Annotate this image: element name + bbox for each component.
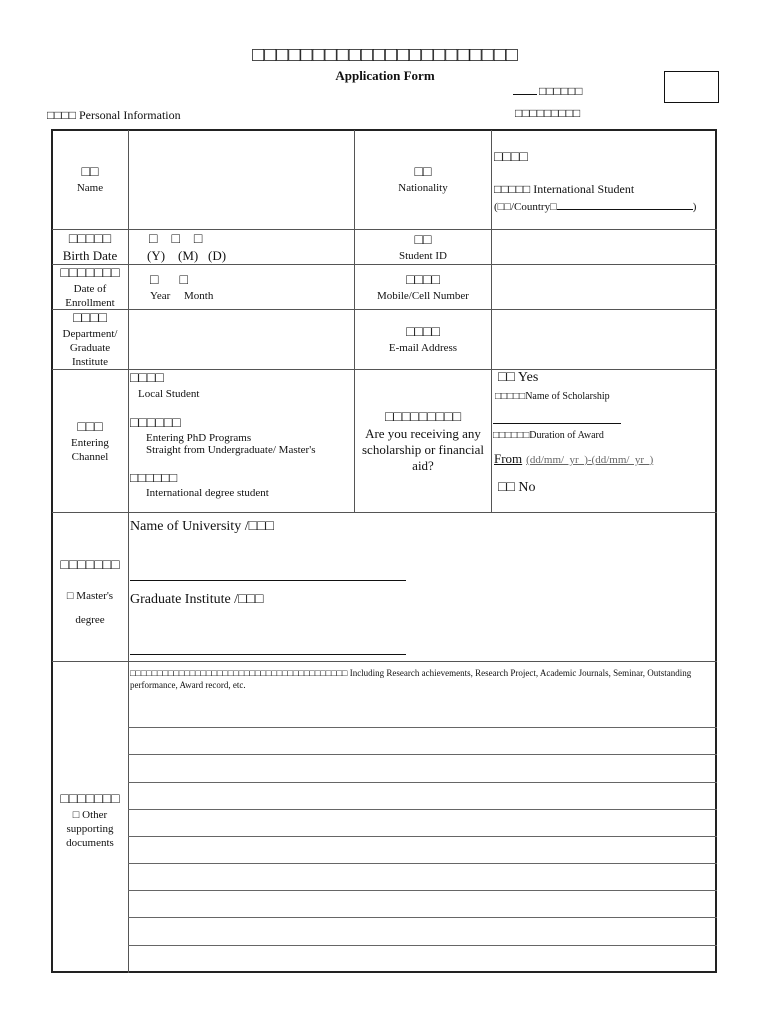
scholarship-name-label: □□□□□Name of Scholarship: [495, 391, 610, 402]
scholarship-name-line[interactable]: [493, 423, 621, 424]
email-label: □□□□ E-mail Address: [388, 325, 458, 354]
institute-label: Graduate Institute /□□□: [130, 592, 264, 607]
channel-option-local[interactable]: □□□□ Local Student: [130, 371, 200, 400]
scholarship-duration-field[interactable]: From (dd/mm/ yr )-(dd/mm/ yr ): [494, 451, 654, 466]
student-id-label: □□ Student ID: [399, 233, 447, 262]
birth-date-label: □□□□□ Birth Date: [62, 232, 118, 263]
scholarship-duration-label: □□□□□□Duration of Award: [493, 430, 604, 441]
writing-line[interactable]: [128, 782, 717, 783]
section-label: □□□□ Personal Information: [47, 108, 181, 122]
mobile-label: □□□□ Mobile/Cell Number: [377, 273, 469, 302]
scholarship-yes-option[interactable]: □□ Yes: [498, 370, 539, 385]
institute-line[interactable]: [130, 654, 406, 655]
form-title-zh: □□□□□□□□□□□□□□□□□□□□□□: [252, 44, 518, 66]
scholarship-question: □□□□□□□□□ Are you receiving any scholarship or financial aid?: [361, 410, 484, 473]
writing-line[interactable]: [128, 945, 717, 946]
nationality-label: □□ Nationality: [398, 165, 448, 194]
university-line[interactable]: [130, 580, 406, 581]
name-label: □□ Name: [76, 165, 104, 194]
scholarship-no-option[interactable]: □□ No: [498, 480, 536, 495]
country-field[interactable]: (□□/Country□ ): [494, 201, 697, 213]
writing-line[interactable]: [128, 890, 717, 891]
masters-degree-label: □□□□□□□ □ Master's degree: [60, 558, 120, 626]
stamp-box: [664, 71, 719, 103]
other-documents-label: □□□□□□□ □ Other supporting documents: [60, 792, 120, 849]
reference-label: □□□□□□: [539, 84, 583, 98]
form-title-en: Application Form: [335, 68, 435, 83]
writing-line[interactable]: [128, 863, 717, 864]
writing-line[interactable]: [128, 754, 717, 755]
writing-line[interactable]: [128, 809, 717, 810]
birth-date-field[interactable]: □ □ □ (Y) (M) (D): [147, 232, 227, 263]
email-field[interactable]: [492, 310, 716, 369]
nationality-intl-option[interactable]: □□□□□ International Student: [494, 182, 635, 196]
writing-line[interactable]: [128, 917, 717, 918]
writing-line[interactable]: [128, 727, 717, 728]
nationality-local-option[interactable]: □□□□: [494, 150, 528, 165]
department-field[interactable]: [129, 310, 354, 369]
other-documents-instructions: □□□□□□□□□□□□□□□□□□□□□□□□□□□□□□□□□□□□□□□□ Including Research achievements, Research Project, Academic Journals, Seminar, Outstanding performance, Award record, etc.: [130, 668, 692, 690]
channel-option-international[interactable]: □□□□□□ International degree student: [130, 470, 269, 499]
reference-number: [513, 84, 583, 99]
university-label: Name of University /□□□: [130, 519, 274, 534]
enrollment-label: □□□□□□□ Date of Enrollment: [60, 266, 120, 309]
enrollment-field[interactable]: □ □ Year Month: [150, 273, 214, 302]
student-id-field[interactable]: [492, 230, 716, 264]
header-note: □□□□□□□□□: [515, 106, 581, 120]
writing-line[interactable]: [128, 836, 717, 837]
channel-option-phd[interactable]: □□□□□□ Entering PhD Programs Straight from Undergraduate/ Master's: [130, 416, 316, 456]
entering-channel-label: □□□ Entering Channel: [71, 420, 109, 463]
mobile-field[interactable]: [492, 265, 716, 309]
name-field[interactable]: [129, 131, 354, 229]
department-label: □□□□ Department/ Graduate Institute: [62, 311, 118, 368]
reference-blank[interactable]: [513, 86, 537, 95]
